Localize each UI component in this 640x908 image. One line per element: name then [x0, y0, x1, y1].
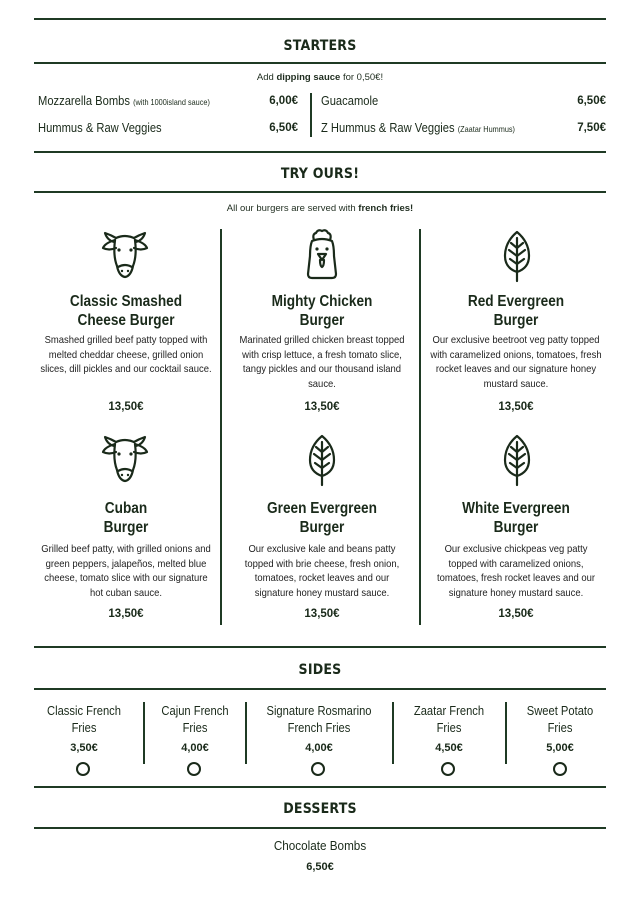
burger-description: Our exclusive chickpeas veg patty topped with caramelized onions, tomatoes, fresh rocket leaves and our signature honey mustard sauce. — [436, 543, 596, 599]
burger-title-line: Red Evergreen — [467, 293, 565, 310]
burger-title-line: Burger — [299, 519, 345, 536]
starters-note-prefix: Add — [256, 72, 277, 83]
try-ours-top-rule — [34, 151, 606, 153]
burger-title-line: Burger — [493, 312, 539, 329]
side-select-radio[interactable] — [553, 762, 567, 776]
starter-price: 6,50€ — [577, 95, 606, 107]
burger-title-line: Burger — [299, 312, 345, 329]
starter-price: 6,00€ — [269, 95, 298, 107]
leaf-icon — [487, 430, 547, 490]
starter-detail: (Zaatar Hummus) — [457, 124, 515, 134]
side-name-line: Zaatar French — [413, 703, 485, 718]
side-name-line: Classic French — [47, 703, 121, 718]
burger-price: 13,50€ — [304, 608, 340, 620]
side-price: 4,00€ — [181, 742, 209, 754]
side-name — [402, 702, 497, 736]
burger-title — [437, 292, 595, 330]
starter-item-name — [321, 120, 515, 135]
burger-price: 13,50€ — [498, 608, 534, 620]
leaf-icon — [487, 226, 547, 286]
starters-heading: STARTERS — [283, 38, 357, 54]
burger-title — [243, 499, 401, 537]
sides-heading: SIDES — [298, 662, 342, 678]
burger-title-line: Burger — [103, 519, 149, 536]
starter-name-text: Mozzarella Bombs — [38, 93, 130, 108]
side-name — [152, 702, 238, 736]
sides-divider — [505, 702, 507, 764]
side-select-radio[interactable] — [76, 762, 90, 776]
burger-description: Marinated grilled chicken breast topped with crisp lettuce, a fresh tomato slice, tangy pickles and our thousand island sauce. — [239, 334, 405, 390]
side-select-radio[interactable] — [311, 762, 325, 776]
cow-icon — [95, 430, 155, 490]
desserts-top-rule — [34, 786, 606, 788]
burger-title-line: Green Evergreen — [267, 500, 377, 517]
burger-title-line: White Evergreen — [462, 500, 570, 517]
sides-rule — [34, 688, 606, 690]
starters-note-bold: dipping sauce — [276, 72, 341, 83]
starter-name-text: Hummus & Raw Veggies — [38, 120, 162, 135]
side-price: 4,50€ — [435, 742, 463, 754]
sides-divider — [143, 702, 145, 764]
leaf-icon — [292, 430, 352, 490]
burger-price: 13,50€ — [498, 401, 534, 413]
starters-divider — [310, 93, 312, 137]
starters-note — [34, 72, 606, 83]
side-name-line: Fries — [436, 720, 462, 735]
side-name-line: Cajun French — [161, 703, 229, 718]
starters-note-suffix: for 0,50€! — [340, 72, 384, 83]
burger-description: Grilled beef patty, with grilled onions and green peppers, jalapeños, melted blue cheese, tomato slice with our signature hot cuban sauce. — [41, 543, 211, 599]
burger-description: Our exclusive kale and beans patty topped with brie cheese, fresh onion, tomatoes, rocket leaves and our signature honey mustard sauce. — [244, 543, 400, 599]
sides-top-rule — [34, 646, 606, 648]
sides-divider — [392, 702, 394, 764]
burger-description: Our exclusive beetroot veg patty topped with caramelized onions, tomatoes, fresh rocket leaves and our signature honey mustard sauce. — [430, 334, 602, 390]
try-ours-rule — [34, 191, 606, 193]
burgers-note-prefix: All our burgers are served with — [226, 203, 359, 214]
burger-title — [47, 292, 205, 330]
try-ours-heading: TRY OURS! — [280, 166, 360, 182]
burger-title — [243, 292, 401, 330]
cow-icon — [95, 226, 155, 286]
side-name — [41, 702, 127, 736]
starter-item-name — [321, 93, 378, 108]
burger-title-line: Mighty Chicken — [271, 293, 373, 310]
burger-price: 13,50€ — [108, 401, 144, 413]
burger-price: 13,50€ — [108, 608, 144, 620]
starter-detail: (with 1000island sauce) — [133, 97, 210, 107]
burgers-divider-left — [220, 229, 222, 625]
burgers-divider-right — [419, 229, 421, 625]
dessert-name: Chocolate Bombs — [273, 838, 367, 853]
side-name-line: French Fries — [287, 720, 351, 735]
starter-name-text: Guacamole — [321, 93, 379, 108]
side-select-radio[interactable] — [441, 762, 455, 776]
starter-item-name — [38, 93, 210, 108]
side-name-line: Sweet Potato — [526, 703, 594, 718]
side-name-line: Signature Rosmarino — [266, 703, 372, 718]
top-rule — [34, 18, 606, 20]
starter-name-text: Z Hummus & Raw Veggies — [321, 120, 455, 135]
burger-title-line: Burger — [493, 519, 539, 536]
dessert-price: 6,50€ — [306, 861, 334, 873]
starter-price: 6,50€ — [269, 122, 298, 134]
burger-description: Smashed grilled beef patty topped with melted cheddar cheese, grilled onion slices, dill pickles and our cocktail sauce. — [40, 334, 212, 376]
burger-price: 13,50€ — [304, 401, 340, 413]
burger-title-line: Classic Smashed — [69, 293, 183, 310]
side-name — [514, 702, 605, 736]
side-price: 5,00€ — [546, 742, 574, 754]
starters-rule — [34, 62, 606, 64]
side-name-line: Fries — [547, 720, 573, 735]
burger-title-line: Cheese Burger — [77, 312, 175, 329]
burger-title-line: Cuban — [104, 500, 148, 517]
sides-divider — [245, 702, 247, 764]
side-price: 3,50€ — [70, 742, 98, 754]
side-name-line: Fries — [71, 720, 97, 735]
side-select-radio[interactable] — [187, 762, 201, 776]
side-name — [257, 702, 381, 736]
starter-price: 7,50€ — [577, 122, 606, 134]
burgers-note-bold: french fries! — [358, 203, 414, 214]
burgers-note — [34, 203, 606, 214]
chicken-icon — [292, 226, 352, 286]
side-name-line: Fries — [182, 720, 208, 735]
burger-title — [437, 499, 595, 537]
desserts-rule — [34, 827, 606, 829]
desserts-heading: DESSERTS — [283, 801, 357, 817]
side-price: 4,00€ — [305, 742, 333, 754]
starter-item-name — [38, 120, 162, 135]
burger-title — [47, 499, 205, 537]
